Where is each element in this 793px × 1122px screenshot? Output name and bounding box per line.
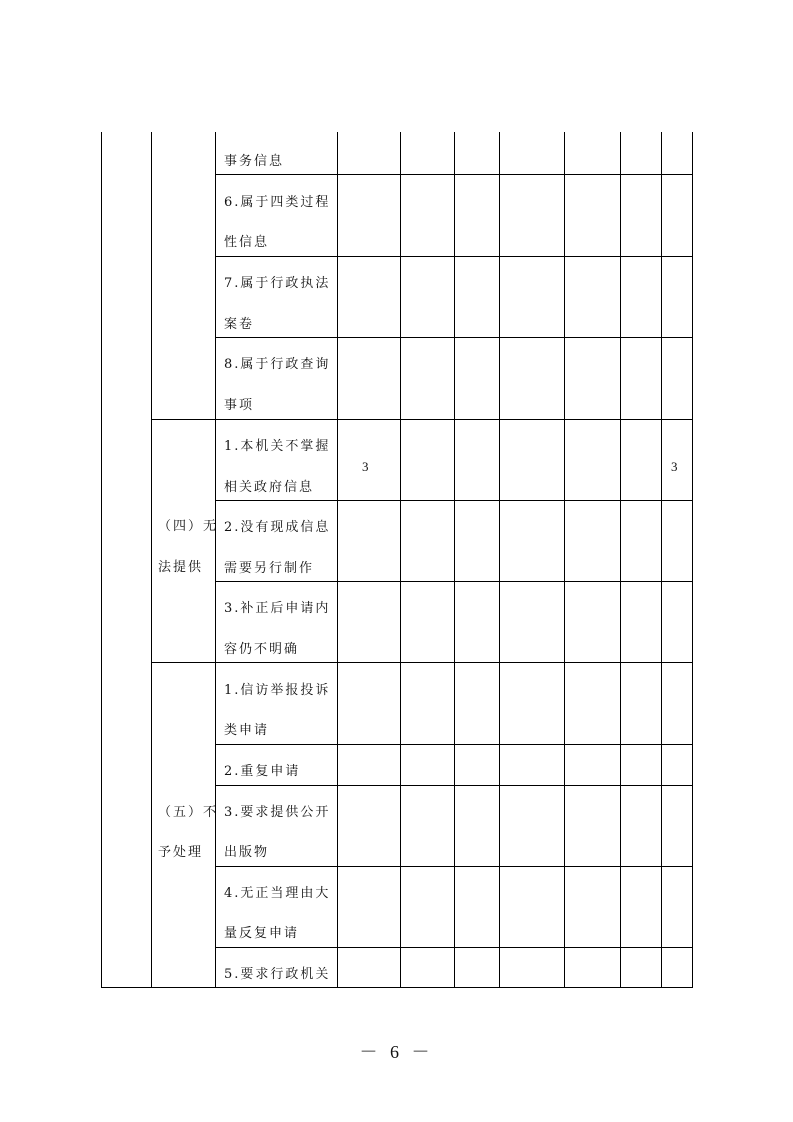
- col-line: [454, 132, 455, 988]
- row-label: 量反复申请: [224, 926, 300, 941]
- row-line: [215, 581, 693, 582]
- row-line: [215, 500, 693, 501]
- col-line: [400, 132, 401, 988]
- row-line: [215, 866, 693, 867]
- row-label: 1.本机关不掌握: [224, 439, 331, 454]
- col-line: [101, 132, 102, 988]
- row-label: 6.属于四类过程: [224, 195, 331, 210]
- row-line: [215, 256, 693, 257]
- col-line: [337, 132, 338, 988]
- row-label: 3.要求提供公开: [224, 805, 331, 820]
- row-label: 相关政府信息: [224, 480, 315, 495]
- col-line: [215, 132, 216, 988]
- group-label: 法提供: [158, 560, 204, 575]
- row-line: [215, 947, 693, 948]
- cell-value: 3: [671, 459, 678, 474]
- row-label: 类申请: [224, 723, 270, 738]
- row-line: [215, 337, 693, 338]
- row-label: 1.信访举报投诉: [224, 683, 331, 698]
- row-label: 4.无正当理由大: [224, 886, 331, 901]
- row-label: 案卷: [224, 317, 255, 332]
- col-line: [692, 132, 693, 988]
- col-line: [151, 132, 152, 988]
- col-line: [564, 132, 565, 988]
- group-label: （四）无: [158, 519, 219, 534]
- row-label: 2.重复申请: [224, 764, 301, 779]
- row-label: 3.补正后申请内: [224, 601, 331, 616]
- row-label: 容仍不明确: [224, 642, 300, 657]
- group-label: （五）不: [158, 805, 219, 820]
- row-line: [151, 662, 693, 663]
- row-line: [215, 174, 693, 175]
- row-line: [151, 419, 693, 420]
- col-line: [620, 132, 621, 988]
- row-line: [215, 785, 693, 786]
- page-number: － 6 －: [359, 1042, 434, 1062]
- group-label: 予处理: [158, 845, 204, 860]
- row-label: 事项: [224, 398, 255, 413]
- row-label: 2.没有现成信息: [224, 520, 331, 535]
- row-label: 出版物: [224, 845, 270, 860]
- col-line: [661, 132, 662, 988]
- cell-value: 3: [362, 459, 369, 474]
- table-bottom-line: [101, 987, 693, 988]
- row-label: 5.要求行政机关: [224, 967, 331, 982]
- col-line: [499, 132, 500, 988]
- row-line: [215, 744, 693, 745]
- row-label: 事务信息: [224, 154, 285, 169]
- row-label: 需要另行制作: [224, 561, 315, 576]
- row-label: 8.属于行政查询: [224, 357, 331, 372]
- row-label: 7.属于行政执法: [224, 276, 331, 291]
- row-label: 性信息: [224, 235, 270, 250]
